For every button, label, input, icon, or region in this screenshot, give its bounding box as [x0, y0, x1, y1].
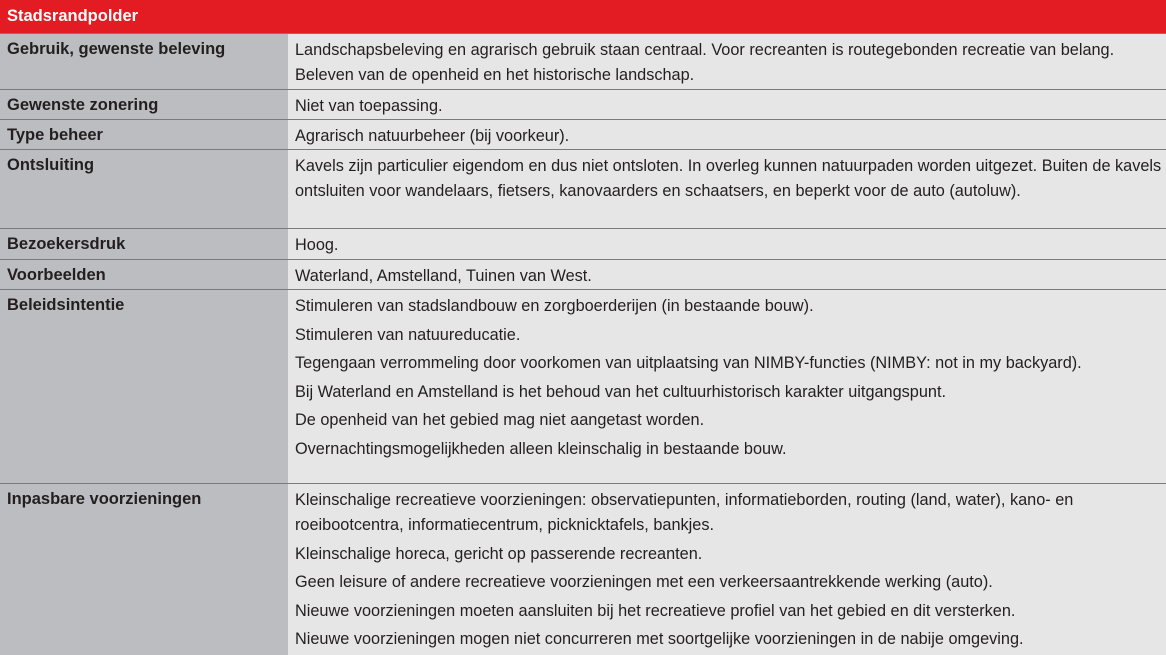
table-row — [0, 89, 1166, 119]
content-paragraph: Overnachtingsmogelijkheden alleen kleinschalig in bestaande bouw. — [295, 439, 787, 458]
table-row — [0, 228, 1166, 259]
content-paragraph: Kleinschalige recreatieve voorzieningen: observatiepunten, informatieborden, routing (land, water), kano- en roeibootcentra, informatiecentrum, picknicktafels, bankjes. — [295, 491, 1074, 534]
content-paragraph: Nieuwe voorzieningen mogen niet concurreren met soortgelijke voorzieningen in de nabije omgeving. — [295, 630, 1024, 648]
content-paragraph: Hoog. — [295, 236, 339, 254]
content-paragraph: Geen leisure of andere recreatieve voorzieningen met een verkeersaantrekkende werking (auto). — [295, 573, 993, 591]
row-content-zonering — [288, 90, 1166, 119]
table-title: Stadsrandpolder — [0, 0, 1166, 33]
content-paragraph: Stimuleren van natuureducatie. — [295, 325, 521, 344]
content-paragraph: Bij Waterland en Amstelland is het behoud van het cultuurhistorisch karakter uitgangspunt. — [295, 382, 947, 401]
content-paragraph: Tegengaan verrommeling door voorkomen van uitplaatsing van NIMBY-functies (NIMBY: not in my backyard). — [295, 354, 1082, 372]
content-paragraph: Agrarisch natuurbeheer (bij voorkeur). — [295, 127, 570, 145]
row-content-voorbeelden — [288, 260, 1166, 289]
row-label-zonering: Gewenste zonering — [0, 90, 288, 119]
row-content-ontsluiting — [288, 150, 1166, 228]
content-paragraph: Niet van toepassing. — [295, 97, 443, 115]
content-paragraph: Kleinschalige horeca, gericht op passerende recreanten. — [295, 544, 703, 563]
table-row — [0, 289, 1166, 483]
table-row — [0, 259, 1166, 289]
row-content-beheer — [288, 120, 1166, 149]
content-paragraph: Waterland, Amstelland, Tuinen van West. — [295, 267, 592, 285]
content-paragraph: Kavels zijn particulier eigendom en dus niet ontsloten. In overleg kunnen natuurpaden worden uitgezet. Buiten de kavels ontsluiten voor wandelaars, fietsers, kanovaarders en schaatsers, en beperkt voor de auto (autoluw). — [295, 157, 1162, 200]
table-row — [0, 483, 1166, 655]
table-row — [0, 119, 1166, 149]
table-row — [0, 33, 1166, 89]
content-paragraph: Nieuwe voorzieningen moeten aansluiten bij het recreatieve profiel van het gebied en dit versterken. — [295, 601, 1016, 620]
row-content-gebruik — [288, 34, 1166, 89]
content-paragraph: Landschapsbeleving en agrarisch gebruik staan centraal. Voor recreanten is routegebonden recreatie van belang. Beleven van de openheid en het historische landschap. — [295, 41, 1115, 84]
row-content-inpasbare-voorzieningen — [288, 484, 1166, 655]
row-label-ontsluiting: Ontsluiting — [0, 150, 288, 228]
content-paragraph: Stimuleren van stadslandbouw en zorgboerderijen (in bestaande bouw). — [295, 297, 814, 315]
table-row — [0, 149, 1166, 228]
row-label-beheer: Type beheer — [0, 120, 288, 149]
row-label-voorbeelden: Voorbeelden — [0, 260, 288, 289]
row-label-gebruik: Gebruik, gewenste beleving — [0, 34, 288, 89]
row-label-beleidsintentie: Beleidsintentie — [0, 290, 288, 483]
row-label-bezoekersdruk: Bezoekersdruk — [0, 229, 288, 259]
row-label-inpasbare-voorzieningen: Inpasbare voorzieningen — [0, 484, 288, 655]
row-content-beleidsintentie — [288, 290, 1166, 483]
row-content-bezoekersdruk — [288, 229, 1166, 259]
content-paragraph: De openheid van het gebied mag niet aangetast worden. — [295, 411, 705, 429]
